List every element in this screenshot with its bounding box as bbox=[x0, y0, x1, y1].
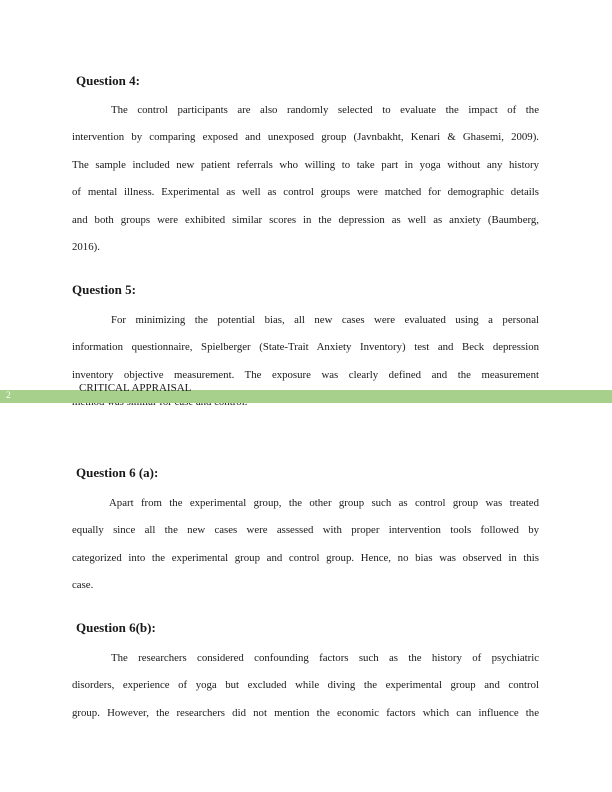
section-body-q4 bbox=[72, 97, 539, 261]
body-line: The sample included new patient referrals who willing to take part in yoga without any history bbox=[72, 158, 539, 171]
body-line: group. However, the researchers did not mention the economic factors which can influence the bbox=[72, 706, 539, 719]
body-line: inventory objective measurement. The exposure was clearly defined and the measurement bbox=[72, 368, 539, 381]
body-line: case. bbox=[72, 579, 94, 592]
section-heading-q6a: Question 6 (a): bbox=[76, 465, 159, 480]
section-body-q6b bbox=[72, 645, 539, 727]
body-line: of mental illness. Experimental as well as control groups were matched for demographic details bbox=[72, 186, 539, 199]
section-heading-q4: Question 4: bbox=[76, 73, 140, 88]
body-line: and both groups were exhibited similar scores in the depression as well as anxiety (Baumberg, bbox=[72, 213, 539, 226]
page-number: 2 bbox=[6, 391, 11, 401]
body-line: intervention by comparing exposed and unexposed group (Javnbakht, Kenari & Ghasemi, 2009). bbox=[72, 131, 539, 144]
section-body-q6a bbox=[72, 490, 539, 600]
body-line: 2016). bbox=[72, 241, 100, 254]
body-line: For minimizing the potential bias, all new cases were evaluated using a personal bbox=[111, 314, 539, 326]
body-line: Apart from the experimental group, the other group such as control group was treated bbox=[109, 497, 539, 509]
body-line: The control participants are also randomly selected to evaluate the impact of the bbox=[111, 104, 539, 116]
body-line: categorized into the experimental group and control group. Hence, no bias was observed in this bbox=[72, 551, 539, 564]
running-head: CRITICAL APPRAISAL bbox=[79, 382, 192, 394]
body-line: information questionnaire, Spielberger (State-Trait Anxiety Inventory) test and Beck depression bbox=[72, 341, 539, 354]
section-heading-q6b: Question 6(b): bbox=[76, 620, 156, 635]
section-heading-q5: Question 5: bbox=[72, 282, 136, 297]
body-line: The researchers considered confounding factors such as the history of psychiatric bbox=[111, 652, 539, 664]
body-line: disorders, experience of yoga but excluded while diving the experimental group and control bbox=[72, 679, 539, 692]
body-line: equally since all the new cases were assessed with proper intervention tools followed by bbox=[72, 524, 539, 537]
